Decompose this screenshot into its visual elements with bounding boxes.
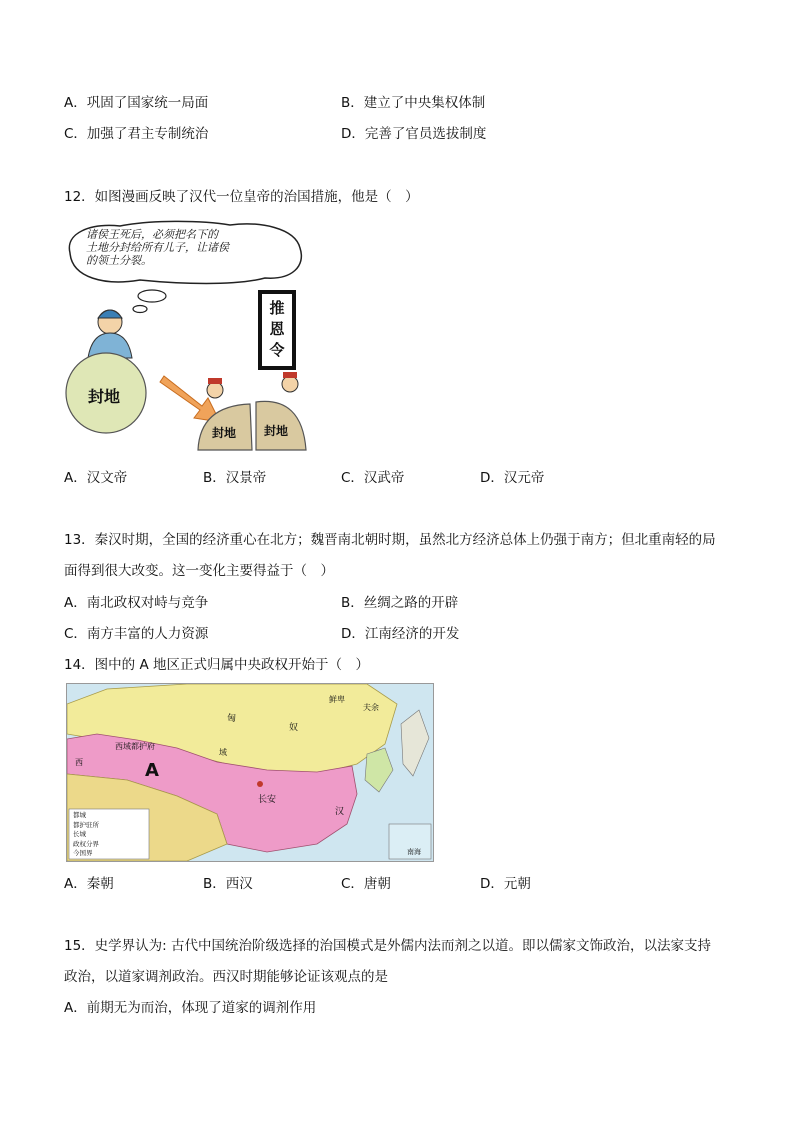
decree-char-3: 令 xyxy=(269,341,285,359)
speech-line-2: 土地分封给所有儿子，让诸侯 xyxy=(86,241,229,254)
q13-option-a[interactable]: A．南北政权对峙与竞争 xyxy=(64,595,209,611)
q12-cartoon xyxy=(60,218,310,458)
q11-option-a[interactable]: A．巩固了国家统一局面 xyxy=(64,95,209,111)
q13-option-c[interactable]: C．南方丰富的人力资源 xyxy=(64,626,209,642)
legend-item-modern-border: 今国界 xyxy=(73,849,93,857)
q12-option-d[interactable]: D．汉元帝 xyxy=(480,470,545,486)
speech-line-1: 诸侯王死后，必须把名下的 xyxy=(86,228,218,241)
map-label-xiongnu-1: 匈 xyxy=(227,714,237,724)
q12-option-c[interactable]: C．汉武帝 xyxy=(341,470,405,486)
q15-stem-line1: 15．史学界认为: 古代中国统治阶级选择的治国模式是外儒内法而剂之以道。即以儒家文饰政治，以法家支持 xyxy=(64,938,712,954)
q15-stem-line2: 政治，以道家调剂政治。西汉时期能够论证该观点的是 xyxy=(64,969,388,985)
q13-option-b[interactable]: B．丝绸之路的开辟 xyxy=(341,595,459,611)
small-land-right-label: 封地 xyxy=(264,424,289,438)
q12-option-a[interactable]: A．汉文帝 xyxy=(64,470,128,486)
legend-item-garrison: 都护驻所 xyxy=(73,820,99,829)
q14-option-a[interactable]: A．秦朝 xyxy=(64,876,114,892)
map-label-xiongnu-2: 奴 xyxy=(289,723,299,733)
q12-option-b[interactable]: B．汉景帝 xyxy=(203,470,267,486)
map-label-changan: 长安 xyxy=(258,795,277,805)
q14-map xyxy=(66,683,434,862)
q13-option-d[interactable]: D．江南经济的开发 xyxy=(341,626,460,642)
map-label-nanhai: 南海 xyxy=(407,848,421,856)
q11-option-d[interactable]: D．完善了官员选拔制度 xyxy=(341,126,487,142)
q14-stem: 14．图中的 A 地区正式归属中央政权开始于（ ） xyxy=(64,657,369,673)
q13-stem-line2: 面得到很大改变。这一变化主要得益于（ ） xyxy=(64,563,334,579)
map-label-yu: 域 xyxy=(219,748,227,757)
map-legend xyxy=(73,811,99,859)
q15-option-a[interactable]: A．前期无为而治，体现了道家的调剂作用 xyxy=(64,1000,317,1016)
q14-option-b[interactable]: B．西汉 xyxy=(203,876,253,892)
speech-line-3: 的领土分裂。 xyxy=(86,254,152,267)
q14-option-d[interactable]: D．元朝 xyxy=(480,876,531,892)
decree-char-2: 恩 xyxy=(269,320,285,338)
q11-option-c[interactable]: C．加强了君主专制统治 xyxy=(64,126,209,142)
map-label-xianbei: 鲜卑 xyxy=(329,695,345,704)
legend-item-capital: 都城 xyxy=(73,811,86,819)
map-label-fuyu: 夫余 xyxy=(363,703,379,712)
map-label-xi: 西 xyxy=(75,758,83,767)
q14-option-c[interactable]: C．唐朝 xyxy=(341,876,391,892)
q12-stem: 12．如图漫画反映了汉代一位皇帝的治国措施，他是（ ） xyxy=(64,189,419,205)
legend-item-regime-boundary: 政权分界 xyxy=(73,839,99,848)
big-land-label: 封地 xyxy=(88,387,121,406)
map-label-a: A xyxy=(145,760,159,781)
map-label-xiyu-duhufu: 西域都护府 xyxy=(115,742,155,751)
q11-option-b[interactable]: B．建立了中央集权体制 xyxy=(341,95,486,111)
decree-char-1: 推 xyxy=(269,299,285,317)
small-land-left-label: 封地 xyxy=(212,426,237,440)
map-label-han: 汉 xyxy=(335,807,345,817)
legend-item-great-wall: 长城 xyxy=(73,830,86,838)
q13-stem-line1: 13．秦汉时期，全国的经济重心在北方；魏晋南北朝时期，虽然北方经济总体上仍强于南方；但北重南轻的局 xyxy=(64,532,716,548)
